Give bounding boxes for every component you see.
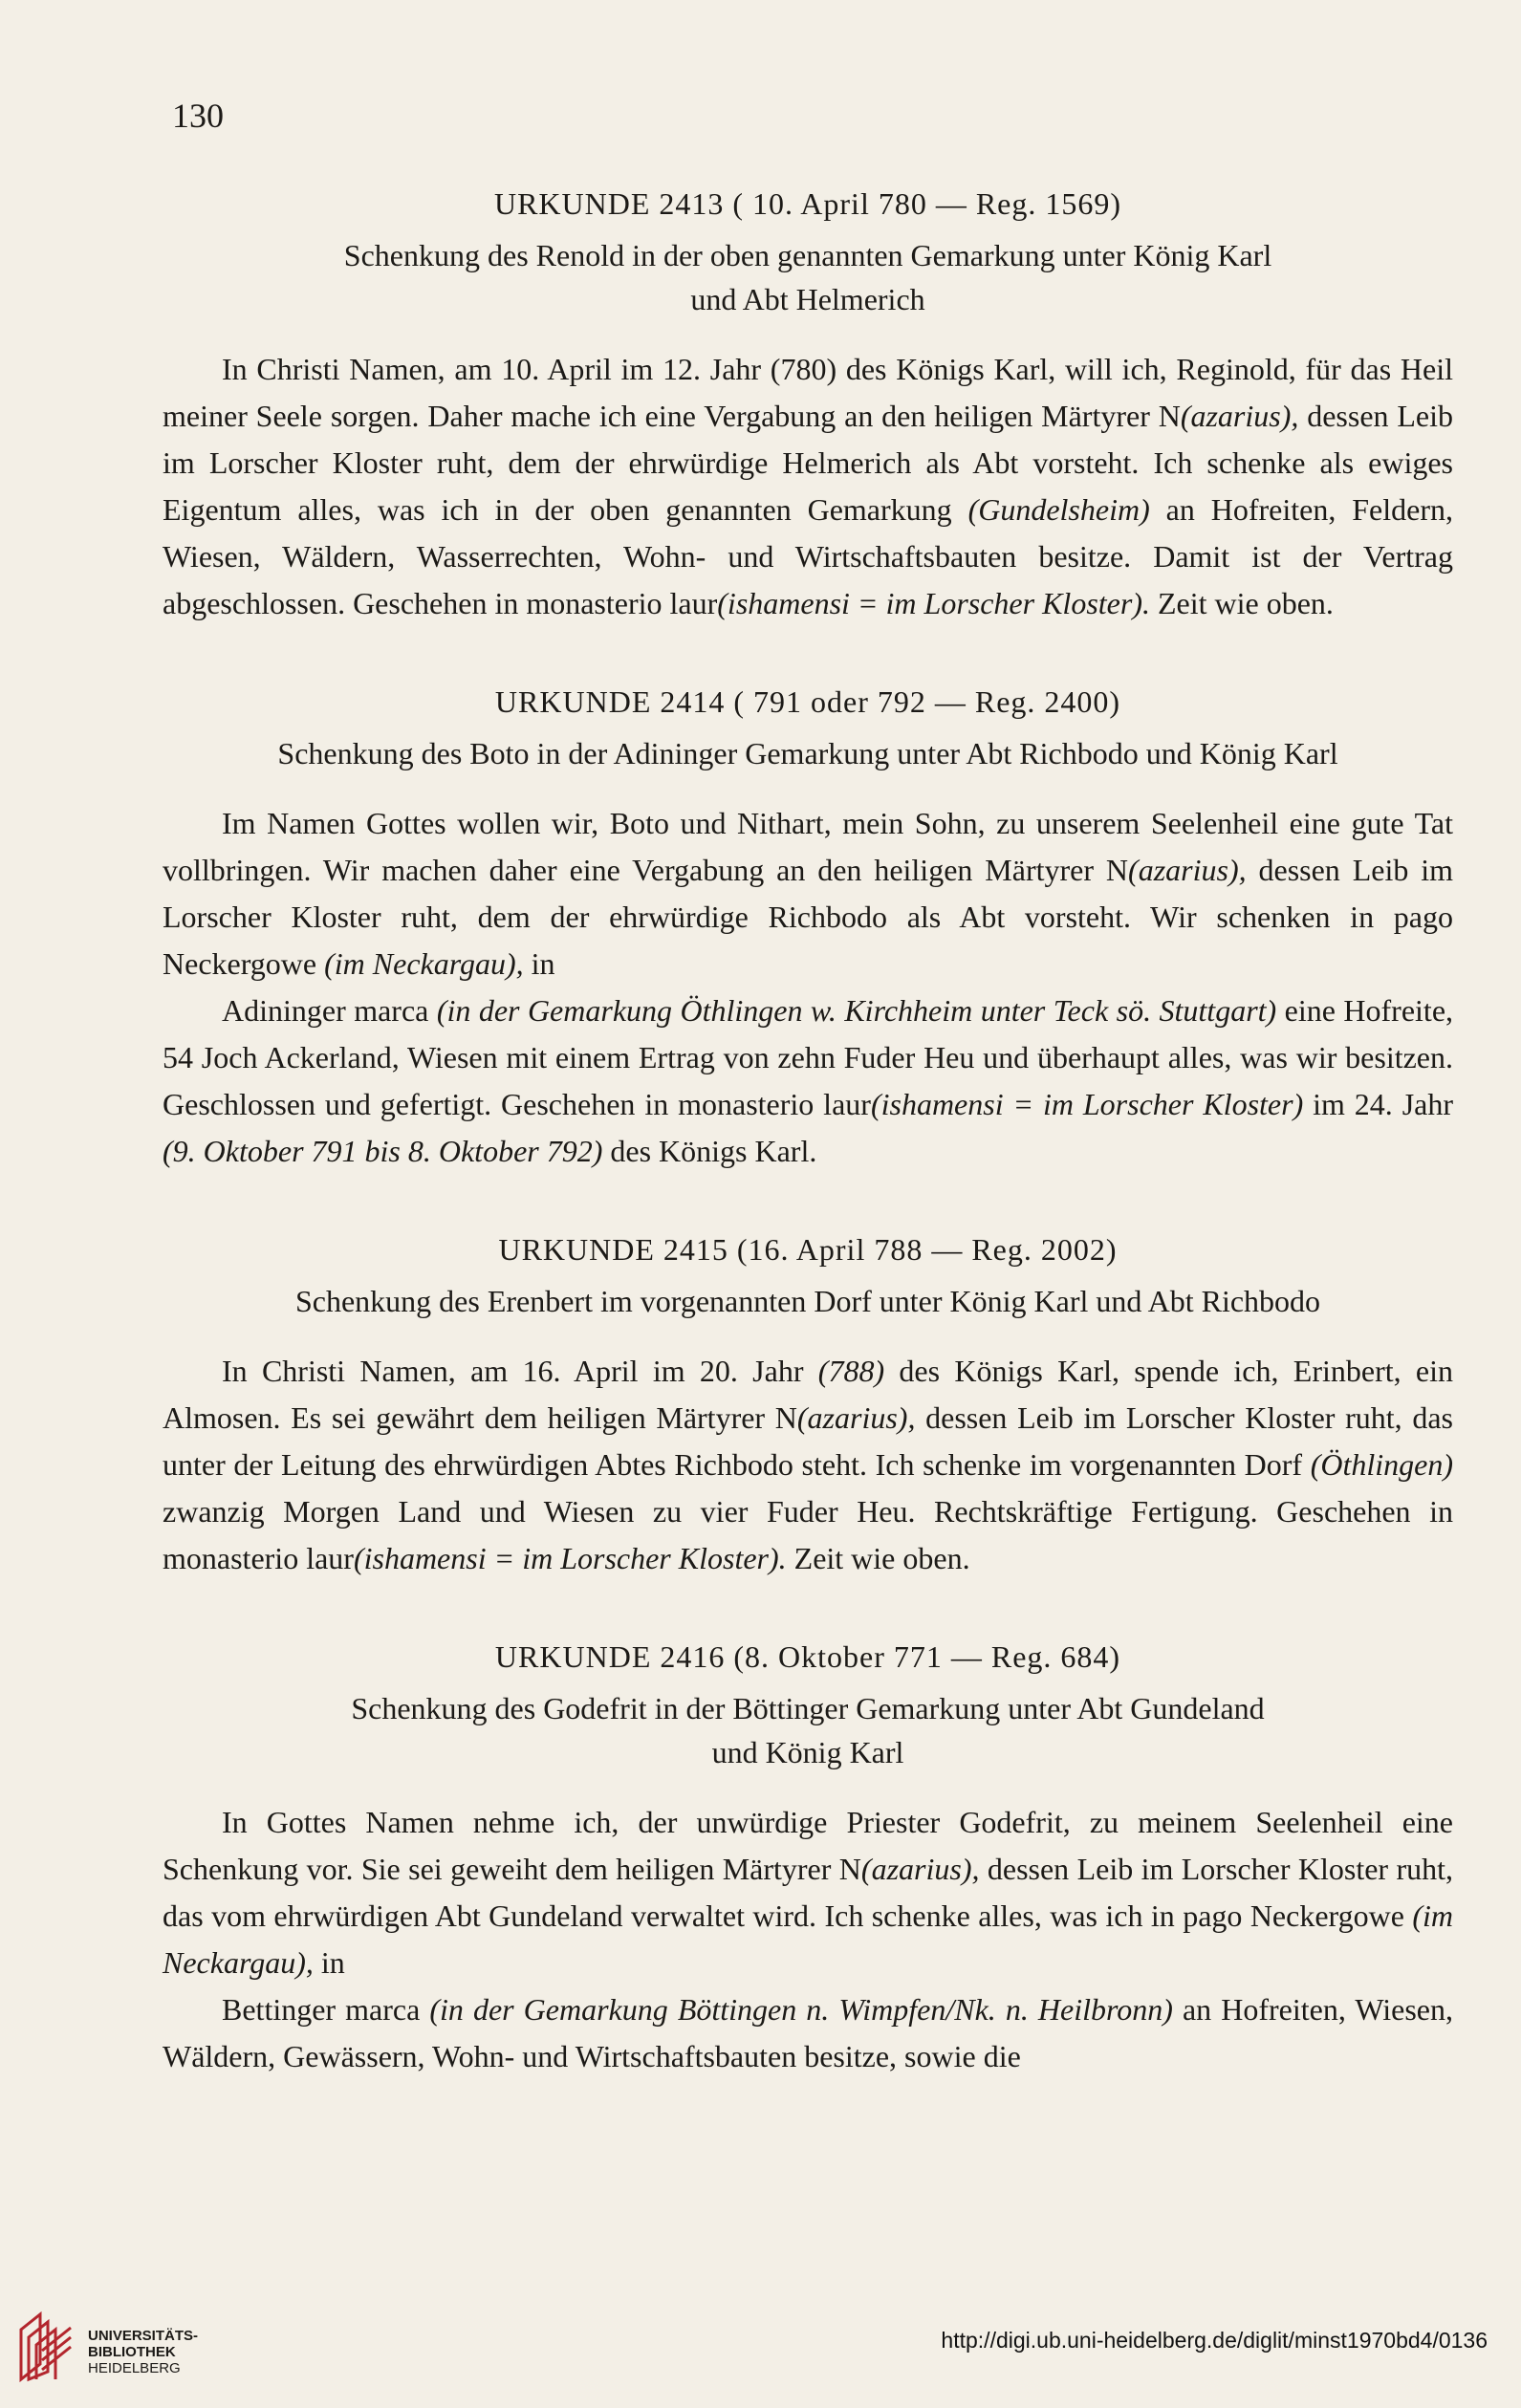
charter-heading: URKUNDE 2415 (16. April 788 — Reg. 2002) [498,1232,1118,1267]
charter-subtitle-line: Schenkung des Boto in der Adininger Gemarkung unter Abt Richbodo und König Karl [277,736,1338,770]
charter-heading: URKUNDE 2416 (8. Oktober 771 — Reg. 684) [494,1639,1121,1674]
charter-paragraph [163,1348,1453,1582]
source-url[interactable]: http://digi.ub.uni-heidelberg.de/diglit/minst1970bd4/0136 [941,2328,1488,2353]
charter-paragraph [163,1799,1453,1986]
italic-annotation: (788) [817,1354,885,1388]
charter-heading: URKUNDE 2413 ( 10. April 780 — Reg. 1569) [493,186,1122,221]
text-run: in [523,946,555,981]
text-run: In Christi Namen, am 10. April im 12. Jahr (780) des Königs Karl, will ich, Reginold, für das Heil meiner Seele sorgen. Daher mache ich eine Vergabung an den heiligen Märtyrer N [163,352,1453,433]
italic-annotation: (azarius), [860,1852,980,1886]
charter-subtitle-line: Schenkung des Godefrit in der Böttinger Gemarkung unter Abt Gundeland [351,1691,1265,1725]
library-name-line: BIBLIOTHEK [88,2344,176,2360]
text-run: an Hofreiten, Wiesen, Wäldern, Gewässern, Wohn- und Wirtschaftsbauten besitze, sowie die [163,1992,1454,2073]
text-run: dessen Leib im Lorscher Kloster ruht, das unter der Leitung des ehrwürdigen Abtes Richbodo steht. Ich schenke im vorgenannten Dorf [163,1400,1454,1482]
text-run: eine Hofreite, 54 Joch Ackerland, Wiesen mit einem Ertrag von zehn Fuder Heu und überhaupt alles, was wir besitzen. Geschlossen und gefertigt. Geschehen in monasterio laur [163,993,1454,1121]
text-run: Bettinger marca [222,1992,430,2027]
italic-annotation: (in der Gemarkung Böttingen n. Wimpfen/Nk. n. Heilbronn) [429,1992,1173,2027]
library-name-line: UNIVERSITÄTS- [88,2328,199,2344]
italic-annotation: (Gundelsheim) [967,492,1150,527]
charter-section [163,186,1453,627]
charter-paragraph [163,1986,1453,2080]
charter-subtitle-line: Schenkung des Erenbert im vorgenannten Dorf unter König Karl und Abt Richbodo [294,1284,1321,1318]
charter-subtitle-line: und Abt Helmerich [690,282,925,316]
text-run: dessen Leib im Lorscher Kloster ruht, dem der ehrwürdige Helmerich als Abt vorsteht. Ich schenke als ewiges Eigentum alles, was ich in der oben genannten Gemarkung [163,399,1454,527]
charter-subtitle [163,233,1453,321]
italic-annotation: (azarius), [796,1400,916,1435]
text-run: dessen Leib im Lorscher Kloster ruht, das vom ehrwürdigen Abt Gundeland verwaltet wird. Ich schenke alles, was ich in pago Neckergowe [163,1852,1454,1933]
charter-paragraph [163,800,1453,987]
charter-subtitle [163,1279,1453,1323]
italic-annotation: (ishamensi = im Lorscher Kloster). [353,1541,787,1575]
page-number: 130 [172,97,224,135]
italic-annotation: (im Neckargau), [163,1898,1453,1980]
text-run: In Gottes Namen nehme ich, der unwürdige Priester Godefrit, zu meinem Seelenheil eine Schenkung vor. Sie sei geweiht dem heiligen Märtyrer N [163,1805,1453,1886]
text-run: in [313,1945,345,1980]
italic-annotation: (azarius), [1128,853,1247,887]
text-run: Im Namen Gottes wollen wir, Boto und Nithart, mein Sohn, zu unserem Seelenheil eine gute Tat vollbringen. Wir machen daher eine Vergabung an den heiligen Märtyrer N [163,806,1453,887]
text-run: des Königs Karl. [602,1134,817,1168]
text-run: dessen Leib im Lorscher Kloster ruht, dem der ehrwürdige Richbodo als Abt vorsteht. Wir schenken in pago Neckergowe [163,853,1454,981]
text-run: zwanzig Morgen Land und Wiesen zu vier Fuder Heu. Rechtskräftige Fertigung. Geschehen in monasterio laur [163,1494,1453,1575]
italic-annotation: (9. Oktober 791 bis 8. Oktober 792) [163,1134,603,1168]
text-run: an Hofreiten, Feldern, Wiesen, Wäldern, Wasserrechten, Wohn- und Wirtschaftsbauten besitze. Damit ist der Vertrag abgeschlossen. Geschehen in monasterio laur [163,492,1454,620]
text-run: Adininger marca [222,993,437,1028]
charter-subtitle-line: Schenkung des Renold in der oben genannten Gemarkung unter König Karl [343,238,1272,272]
italic-annotation: (im Neckargau), [324,946,524,981]
text-run: im 24. Jahr [1303,1087,1454,1121]
charter-section [163,1232,1453,1582]
text-run: In Christi Namen, am 16. April im 20. Jahr [222,1354,818,1388]
italic-annotation: (ishamensi = im Lorscher Kloster). [717,586,1150,620]
charter-paragraph [163,987,1453,1175]
library-name-line: HEIDELBERG [88,2360,181,2376]
document-body [163,186,1453,2137]
charter-paragraph [163,346,1453,627]
charter-section [163,1639,1453,2080]
library-name [88,2328,198,2376]
footer [0,2309,1521,2408]
university-library-logo-icon [13,2309,80,2385]
text-run: Zeit wie oben. [786,1541,970,1575]
italic-annotation: (in der Gemarkung Öthlingen w. Kirchheim unter Teck sö. Stuttgart) [436,993,1277,1028]
text-run: Zeit wie oben. [1149,586,1334,620]
italic-annotation: (Öthlingen) [1310,1447,1453,1482]
charter-subtitle [163,1686,1453,1774]
charter-subtitle [163,731,1453,775]
italic-annotation: (ishamensi = im Lorscher Kloster) [870,1087,1304,1121]
charter-subtitle-line: und König Karl [711,1735,904,1769]
charter-heading: URKUNDE 2414 ( 791 oder 792 — Reg. 2400) [494,684,1121,719]
charter-section [163,684,1453,1175]
italic-annotation: (azarius), [1180,399,1299,433]
text-run: des Königs Karl, spende ich, Erinbert, ein Almosen. Es sei gewährt dem heiligen Märtyrer N [163,1354,1454,1435]
